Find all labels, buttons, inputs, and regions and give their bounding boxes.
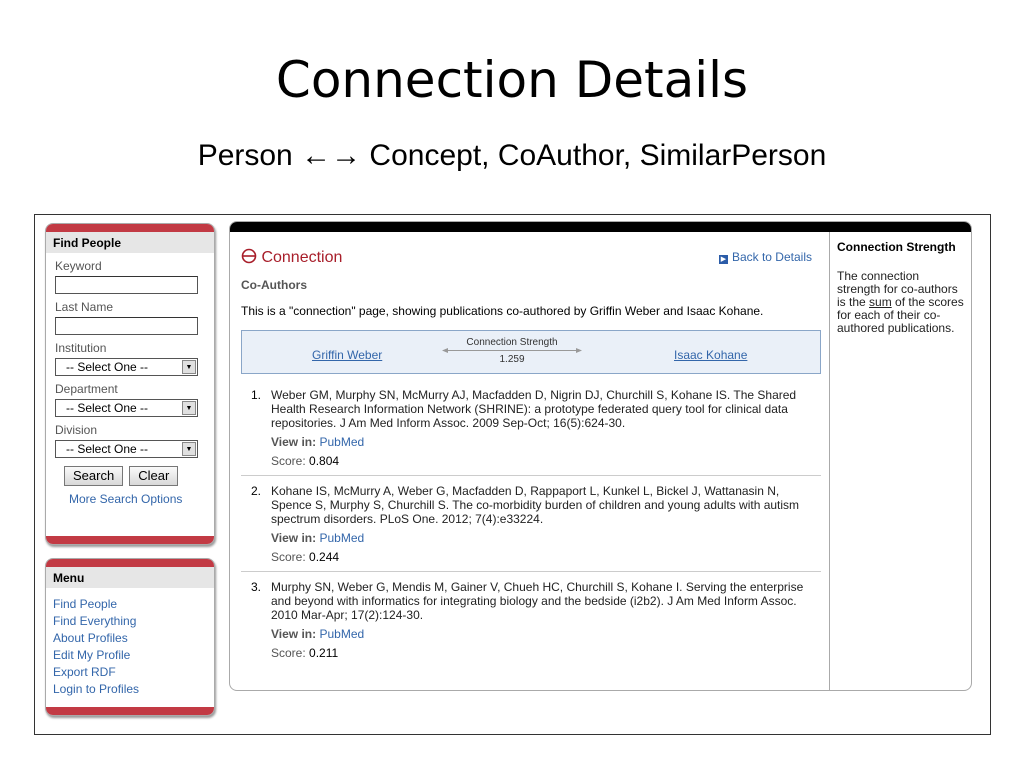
search-button[interactable]: Search <box>64 466 123 486</box>
menu-header: Menu <box>46 567 214 588</box>
menu-item-edit-my-profile[interactable]: Edit My Profile <box>53 648 131 662</box>
explanation-part-1: The connection strength for co-authors is the <box>837 269 958 309</box>
publication-citation: Murphy SN, Weber G, Mendis M, Gainer V, Chueh HC, Churchill S, Kohane I. Serving the enterprise and beyond with informatics for integrating biology and the bedside (i2b2). J Am Med Inform Assoc. 2010 Mar-Apr; 17(2):124-30. <box>271 580 804 622</box>
view-in-label: View in: <box>271 435 317 449</box>
menu-item-login[interactable]: Login to Profiles <box>53 682 140 696</box>
page-title-text: Connection <box>261 249 343 266</box>
person-right-link[interactable]: Isaac Kohane <box>674 348 748 362</box>
connection-strength-heading: Connection Strength <box>837 240 956 254</box>
publication-citation: Kohane IS, McMurry A, Weber G, Macfadden D, Rappaport L, Kunkel L, Bickel J, Wattanasin N, Spence S, Murphy S, Churchill S. The co-morbidity burden of children and young adults with autism spectrum disorders. PLoS One. 2012; 7(4):e33224. <box>271 484 800 526</box>
institution-label: Institution <box>55 341 107 355</box>
division-select-value: -- Select One -- <box>66 442 149 456</box>
connection-content <box>230 232 829 691</box>
score-value: 0.804 <box>309 454 340 468</box>
panel-bottom-bar <box>46 707 214 715</box>
connection-arrows-icon <box>241 248 257 264</box>
menu-item-export-rdf[interactable]: Export RDF <box>53 665 116 679</box>
search-button-row <box>64 466 214 486</box>
score-label: Score: <box>271 550 306 564</box>
score-label: Score: <box>271 454 306 468</box>
clear-button[interactable]: Clear <box>129 466 178 486</box>
institution-select-value: -- Select One -- <box>66 360 149 374</box>
panel-top-bar <box>46 559 214 567</box>
dropdown-arrow-icon[interactable]: ▼ <box>182 442 196 456</box>
slide-title: Connection Details <box>275 51 749 109</box>
connection-strength-value: 1.259 <box>499 354 525 365</box>
score-value: 0.211 <box>309 646 339 660</box>
publication-item <box>241 580 821 667</box>
connection-strength-sidebar <box>829 232 972 691</box>
menu-item-about-profiles[interactable]: About Profiles <box>53 631 128 645</box>
more-search-options-link[interactable]: More Search Options <box>69 492 183 506</box>
view-in-line <box>271 531 821 545</box>
back-arrow-icon: ▶ <box>720 256 727 263</box>
slide-subtitle: Person ←→ Concept, CoAuthor, SimilarPerson <box>197 139 827 172</box>
department-select[interactable] <box>55 399 198 417</box>
lastname-input[interactable] <box>55 317 198 335</box>
pubmed-link[interactable]: PubMed <box>319 435 365 449</box>
view-in-line <box>271 627 821 641</box>
view-in-label: View in: <box>271 627 317 641</box>
score-line <box>271 454 821 468</box>
publication-item <box>241 484 821 572</box>
lastname-label: Last Name <box>55 300 114 314</box>
connection-strength-box <box>241 330 821 374</box>
intro-text: This is a "connection" page, showing publications co-authored by Griffin Weber and Isaac Kohane. <box>241 304 764 318</box>
score-label: Score: <box>271 646 306 660</box>
main-top-bar <box>230 222 971 232</box>
main-panel <box>229 221 972 691</box>
score-value: 0.244 <box>309 550 340 564</box>
dropdown-arrow-icon[interactable]: ▼ <box>182 360 196 374</box>
keyword-input[interactable] <box>55 276 198 294</box>
panel-bottom-bar <box>46 536 214 544</box>
connection-strength-label: Connection Strength <box>466 337 558 348</box>
publication-item <box>241 388 821 476</box>
score-line <box>271 646 821 660</box>
explanation-sum: sum <box>869 295 892 309</box>
section-label: Co-Authors <box>241 278 307 292</box>
page-title <box>241 248 342 267</box>
keyword-label: Keyword <box>55 259 102 273</box>
pubmed-link[interactable]: PubMed <box>319 627 365 641</box>
profiles-screenshot <box>34 214 991 735</box>
view-in-line <box>271 435 821 449</box>
view-in-label: View in: <box>271 531 317 545</box>
find-people-panel <box>45 223 215 545</box>
menu-item-find-people[interactable]: Find People <box>53 597 118 611</box>
person-left-link[interactable]: Griffin Weber <box>312 348 383 362</box>
explanation-part-2: of the scores for each of their co-authored publications. <box>837 295 964 335</box>
double-arrow-icon <box>442 347 582 354</box>
menu-item-find-everything[interactable]: Find Everything <box>53 614 137 628</box>
institution-select[interactable] <box>55 358 198 376</box>
menu-list <box>53 596 214 698</box>
find-people-header: Find People <box>46 232 214 253</box>
division-label: Division <box>55 423 98 437</box>
publication-citation: Weber GM, Murphy SN, McMurry AJ, Macfadden D, Nigrin DJ, Churchill S, Kohane IS. The Shared Health Research Information Network (SHRINE): a prototype federated query tool for clinical data repositories. J Am Med Inform Assoc. 2009 Sep-Oct; 16(5):624-30. <box>271 388 797 430</box>
publication-number: 3. <box>251 580 262 594</box>
pubmed-link[interactable]: PubMed <box>319 531 365 545</box>
score-line <box>271 550 821 564</box>
department-label: Department <box>55 382 118 396</box>
division-select[interactable] <box>55 440 198 458</box>
connection-strength-explanation <box>837 270 965 335</box>
dropdown-arrow-icon[interactable]: ▼ <box>182 401 196 415</box>
menu-panel <box>45 558 215 716</box>
publication-number: 1. <box>251 388 262 402</box>
panel-top-bar <box>46 224 214 232</box>
publication-list <box>241 388 821 675</box>
back-to-details-text[interactable]: Back to Details <box>731 250 812 264</box>
department-select-value: -- Select One -- <box>66 401 149 415</box>
back-to-details-link[interactable] <box>719 250 812 264</box>
publication-number: 2. <box>251 484 262 498</box>
